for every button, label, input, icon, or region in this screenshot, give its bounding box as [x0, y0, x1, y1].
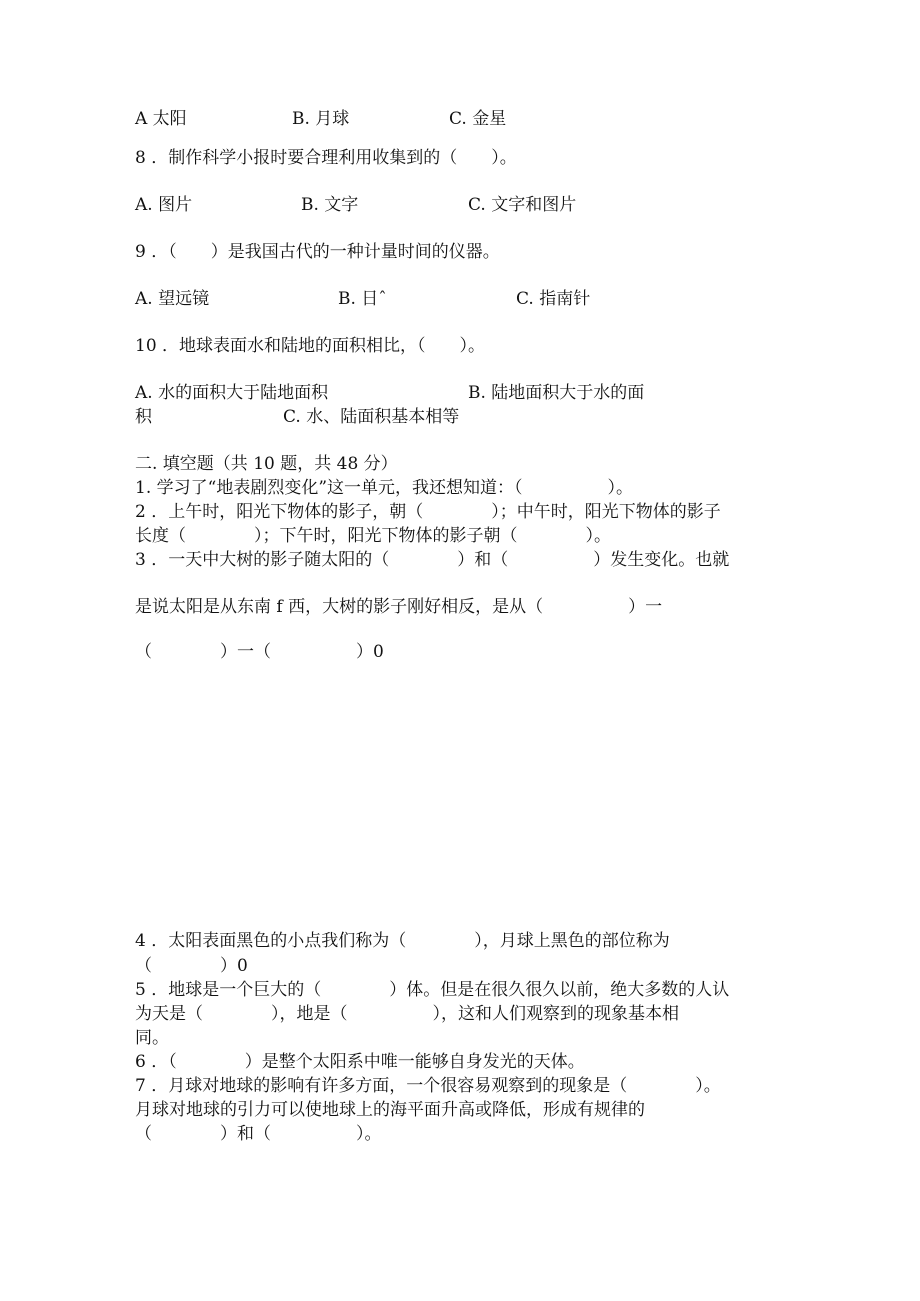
q7-option-b: B. 月球: [292, 109, 350, 129]
fill-q2-line2: 长度（ ）；下午时，阳光下物体的影子朝（ ）。: [135, 526, 611, 546]
q10-option-b: B. 陆地面积大于水的面: [468, 383, 645, 403]
q7-option-c: C. 金星: [449, 109, 507, 129]
fill-q5-line2: 为天是（ ），地是（ ），这和人们观察到的现象基本相: [135, 1004, 679, 1024]
q9-option-b: B. 日ˆ: [338, 289, 387, 309]
q9-option-c: C. 指南针: [516, 289, 591, 309]
fill-q3-line2: 是说太阳是从东南 f 西，大树的影子刚好相反，是从（ ）一: [135, 597, 663, 617]
fill-q1: 1. 学习了“地表剧烈变化”这一单元，我还想知道：（ ）。: [135, 478, 634, 498]
q10-stem: 10 ．地球表面水和陆地的面积相比，（ ）。: [135, 336, 486, 356]
q7-option-a: A 太阳: [135, 109, 187, 129]
q10-option-a: A. 水的面积大于陆地面积: [135, 383, 329, 403]
q8-option-c: C. 文字和图片: [468, 195, 577, 215]
q8-option-b: B. 文字: [301, 195, 359, 215]
q9-stem: 9 ．（ ）是我国古代的一种计量时间的仪器。: [135, 242, 500, 262]
fill-q4-line1: 4 ．太阳表面黑色的小点我们称为（ ），月球上黑色的部位称为: [135, 931, 670, 951]
fill-q6: 6 ．（ ）是整个太阳系中唯一能够自身发光的天体。: [135, 1052, 585, 1072]
q8-option-a: A. 图片: [135, 195, 193, 215]
fill-q3-line1: 3 ．一天中大树的影子随太阳的（ ）和（ ）发生变化。也就: [135, 550, 730, 570]
fill-q7-line3: （ ）和（ ）。: [135, 1124, 382, 1144]
fill-q2-line1: 2 ．上午时，阳光下物体的影子，朝（ ）；中午时，阳光下物体的影子: [135, 502, 721, 522]
q10-option-c: C. 水、陆面积基本相等: [283, 407, 460, 427]
fill-q3-line3: （ ）一（ ）0: [135, 642, 384, 662]
fill-q5-line1: 5 ．地球是一个巨大的（ ）体。但是在很久很久以前，绝大多数的人认: [135, 980, 730, 1000]
q8-stem: 8 ．制作科学小报时要合理利用收集到的（ ）。: [135, 148, 517, 168]
fill-q7-line2: 月球对地球的引力可以使地球上的海平面升高或降低，形成有规律的: [135, 1100, 645, 1120]
q9-option-a: A. 望远镜: [135, 289, 210, 309]
fill-q7-line1: 7 ．月球对地球的影响有许多方面，一个很容易观察到的现象是（ ）。: [135, 1076, 721, 1096]
section2-title: 二. 填空题（共 10 题，共 48 分）: [135, 454, 398, 474]
fill-q4-line2: （ ）0: [135, 956, 248, 976]
q10-option-b-cont: 积: [135, 407, 152, 427]
fill-q5-line3: 同。: [135, 1028, 169, 1048]
